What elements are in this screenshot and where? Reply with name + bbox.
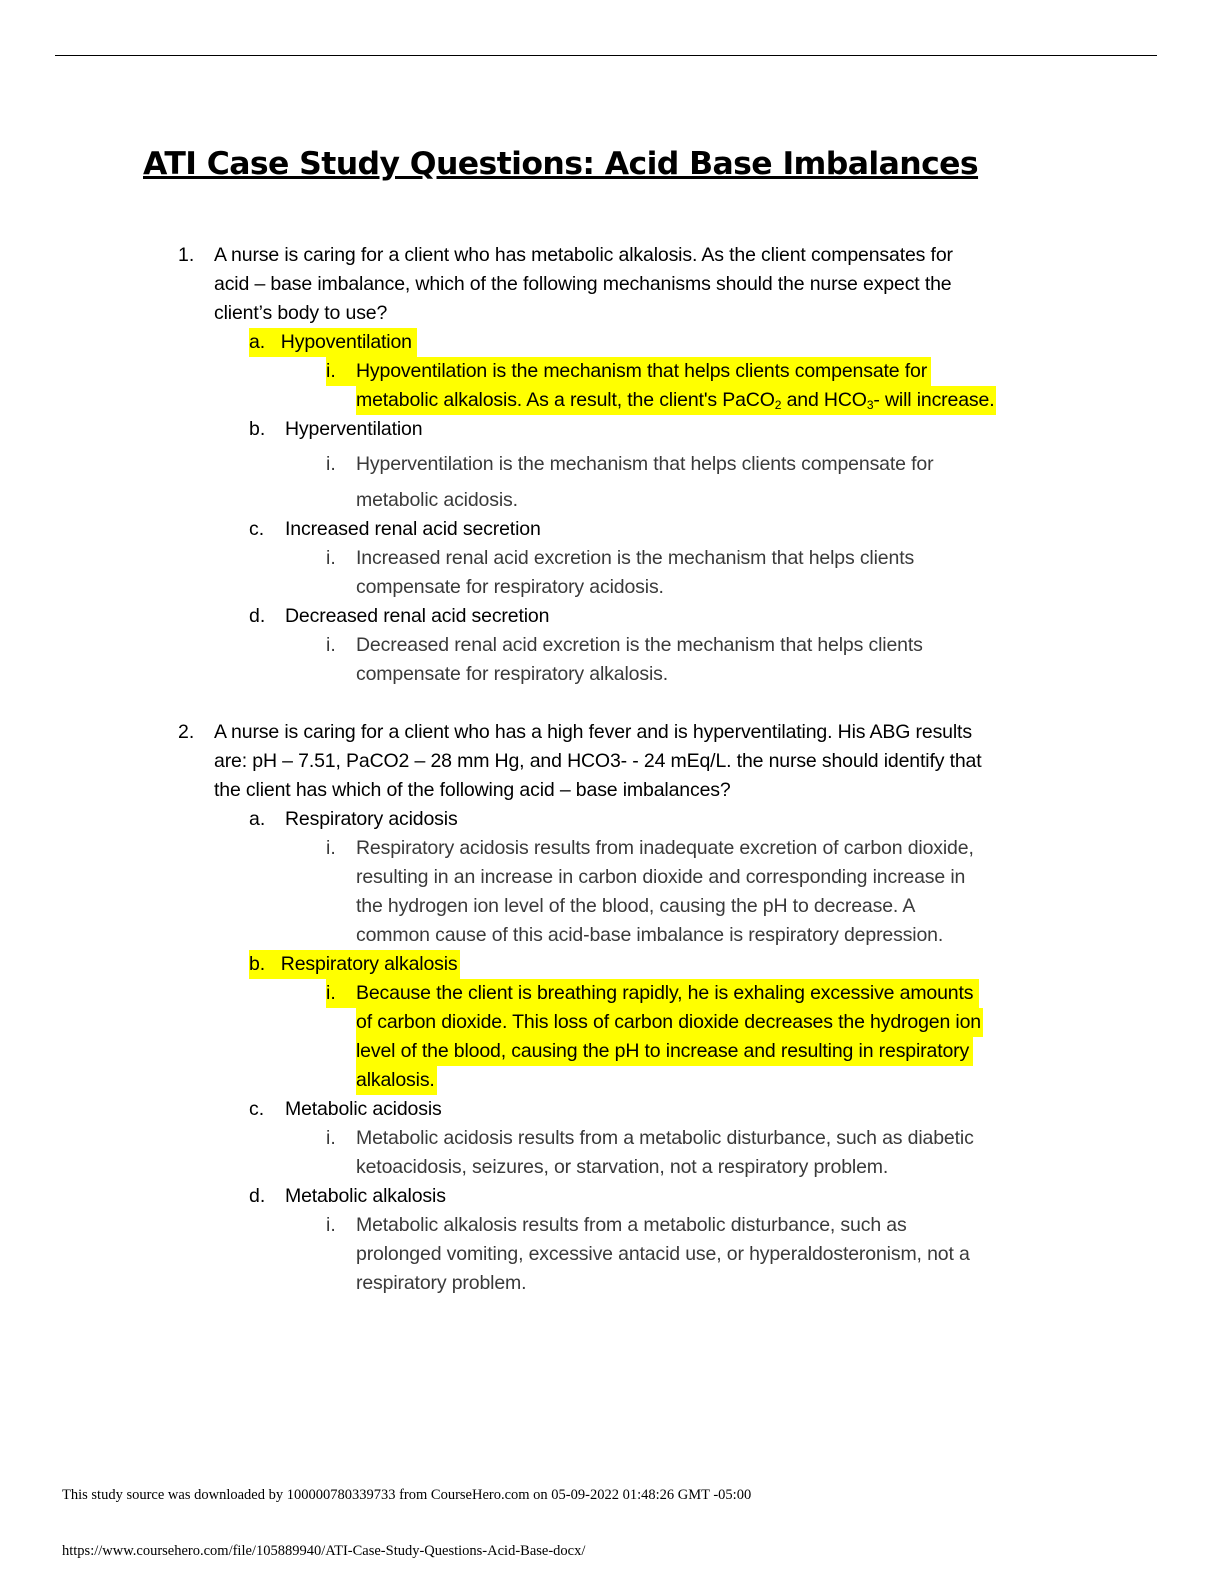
q2-option-b-rationale-line-1: Because the client is breathing rapidly, he is exhaling excessive amounts (356, 979, 979, 1008)
question-1-stem-line-1: A nurse is caring for a client who has metabolic alkalosis. As the client compensates for (214, 244, 953, 266)
question-2-stem-line-3: the client has which of the following acid – base imbalances? (214, 779, 731, 801)
q2-option-b (249, 950, 460, 979)
q1-option-a-letter: a. (249, 331, 265, 353)
q2-option-d-rationale-line-3: respiratory problem. (356, 1272, 527, 1294)
q1-option-d-letter: d. (249, 605, 266, 627)
q2-option-a-letter: a. (249, 808, 266, 830)
q1-option-d-rationale-number: i. (326, 634, 336, 656)
download-notice: This study source was downloaded by 100000780339733 from CourseHero.com on 05-09-2022 01:48:26 GMT -05:00 (62, 1487, 752, 1503)
q2-option-b-rationale-line-2: of carbon dioxide. This loss of carbon dioxide decreases the hydrogen ion (356, 1008, 983, 1037)
q1-option-d-rationale-line-2: compensate for respiratory alkalosis. (356, 663, 669, 685)
q1-option-a-rationale-number: i. (326, 357, 358, 386)
question-2-number: 2. (178, 721, 195, 743)
q2-option-a-rationale-line-4: common cause of this acid-base imbalance is respiratory depression. (356, 924, 944, 946)
header-rule (55, 55, 1157, 56)
q1-option-c-rationale-number: i. (326, 547, 336, 569)
q2-option-b-rationale-number: i. (326, 979, 358, 1008)
q1-option-d-text: Decreased renal acid secretion (285, 605, 550, 627)
q1-option-c-rationale-line-1: Increased renal acid excretion is the mechanism that helps clients (356, 547, 915, 569)
q2-option-a-rationale-line-3: the hydrogen ion level of the blood, causing the pH to decrease. A (356, 895, 916, 917)
q1-option-b-text: Hyperventilation (285, 418, 423, 440)
q1-option-d-rationale-line-1: Decreased renal acid excretion is the mechanism that helps clients (356, 634, 923, 656)
q1-option-a-text: Hypoventilation (280, 331, 412, 353)
document-title: ATI Case Study Questions: Acid Base Imbalances (143, 146, 979, 182)
q1-option-a (249, 328, 417, 357)
question-1-stem-line-2: acid – base imbalance, which of the following mechanisms should the nurse expect the (214, 273, 952, 295)
q2-option-b-rationale-line-4: alkalosis. (356, 1066, 437, 1095)
q2-option-a-rationale-line-1: Respiratory acidosis results from inadequate excretion of carbon dioxide, (356, 837, 974, 859)
q2-option-c-rationale-number: i. (326, 1127, 336, 1149)
q1-option-b-rationale-number: i. (326, 453, 336, 475)
question-2-stem-line-2: are: pH – 7.51, PaCO2 – 28 mm Hg, and HCO3- - 24 mEq/L. the nurse should identify that (214, 750, 982, 772)
q2-option-d-text: Metabolic alkalosis (285, 1185, 446, 1207)
q2-option-a-rationale-line-2: resulting in an increase in carbon dioxide and corresponding increase in (356, 866, 966, 888)
q2-option-b-rationale-line-3: level of the blood, causing the pH to increase and resulting in respiratory (356, 1037, 973, 1066)
q1-option-a-rationale-line-1: Hypoventilation is the mechanism that helps clients compensate for (356, 357, 931, 386)
q2-option-b-text: Respiratory alkalosis (280, 953, 458, 975)
q2-option-c-text: Metabolic acidosis (285, 1098, 442, 1120)
question-2-stem-line-1: A nurse is caring for a client who has a high fever and is hyperventilating. His ABG results (214, 721, 972, 743)
q1-option-c-rationale-line-2: compensate for respiratory acidosis. (356, 576, 664, 598)
q2-option-d-letter: d. (249, 1185, 266, 1207)
q2-option-d-rationale-line-1: Metabolic alkalosis results from a metabolic disturbance, such as (356, 1214, 907, 1236)
q1-option-a-rationale-line-2: metabolic alkalosis. As a result, the client's PaCO$_2$ and $HCO_3-$ will increase. (356, 386, 996, 415)
question-1-stem-line-3: client’s body to use? (214, 302, 388, 324)
q1-option-b-rationale-line-2: metabolic acidosis. (356, 489, 518, 511)
q2-option-a-text: Respiratory acidosis (285, 808, 458, 830)
q2-option-d-rationale-number: i. (326, 1214, 336, 1236)
q1-option-c-letter: c. (249, 518, 265, 540)
question-1-number: 1. (178, 244, 195, 266)
q1-option-b-rationale-line-1: Hyperventilation is the mechanism that helps clients compensate for (356, 453, 934, 475)
source-url[interactable]: https://www.coursehero.com/file/105889940/ATI-Case-Study-Questions-Acid-Base-docx/ (62, 1543, 586, 1559)
q2-option-c-letter: c. (249, 1098, 265, 1120)
q2-option-c-rationale-line-1: Metabolic acidosis results from a metabolic disturbance, such as diabetic (356, 1127, 974, 1149)
q1-option-b-letter: b. (249, 418, 266, 440)
q2-option-c-rationale-line-2: ketoacidosis, seizures, or starvation, not a respiratory problem. (356, 1156, 889, 1178)
q1-option-c-text: Increased renal acid secretion (285, 518, 541, 540)
q2-option-d-rationale-line-2: prolonged vomiting, excessive antacid use, or hyperaldosteronism, not a (356, 1243, 970, 1265)
q2-option-a-rationale-number: i. (326, 837, 336, 859)
q2-option-b-letter: b. (249, 953, 265, 975)
